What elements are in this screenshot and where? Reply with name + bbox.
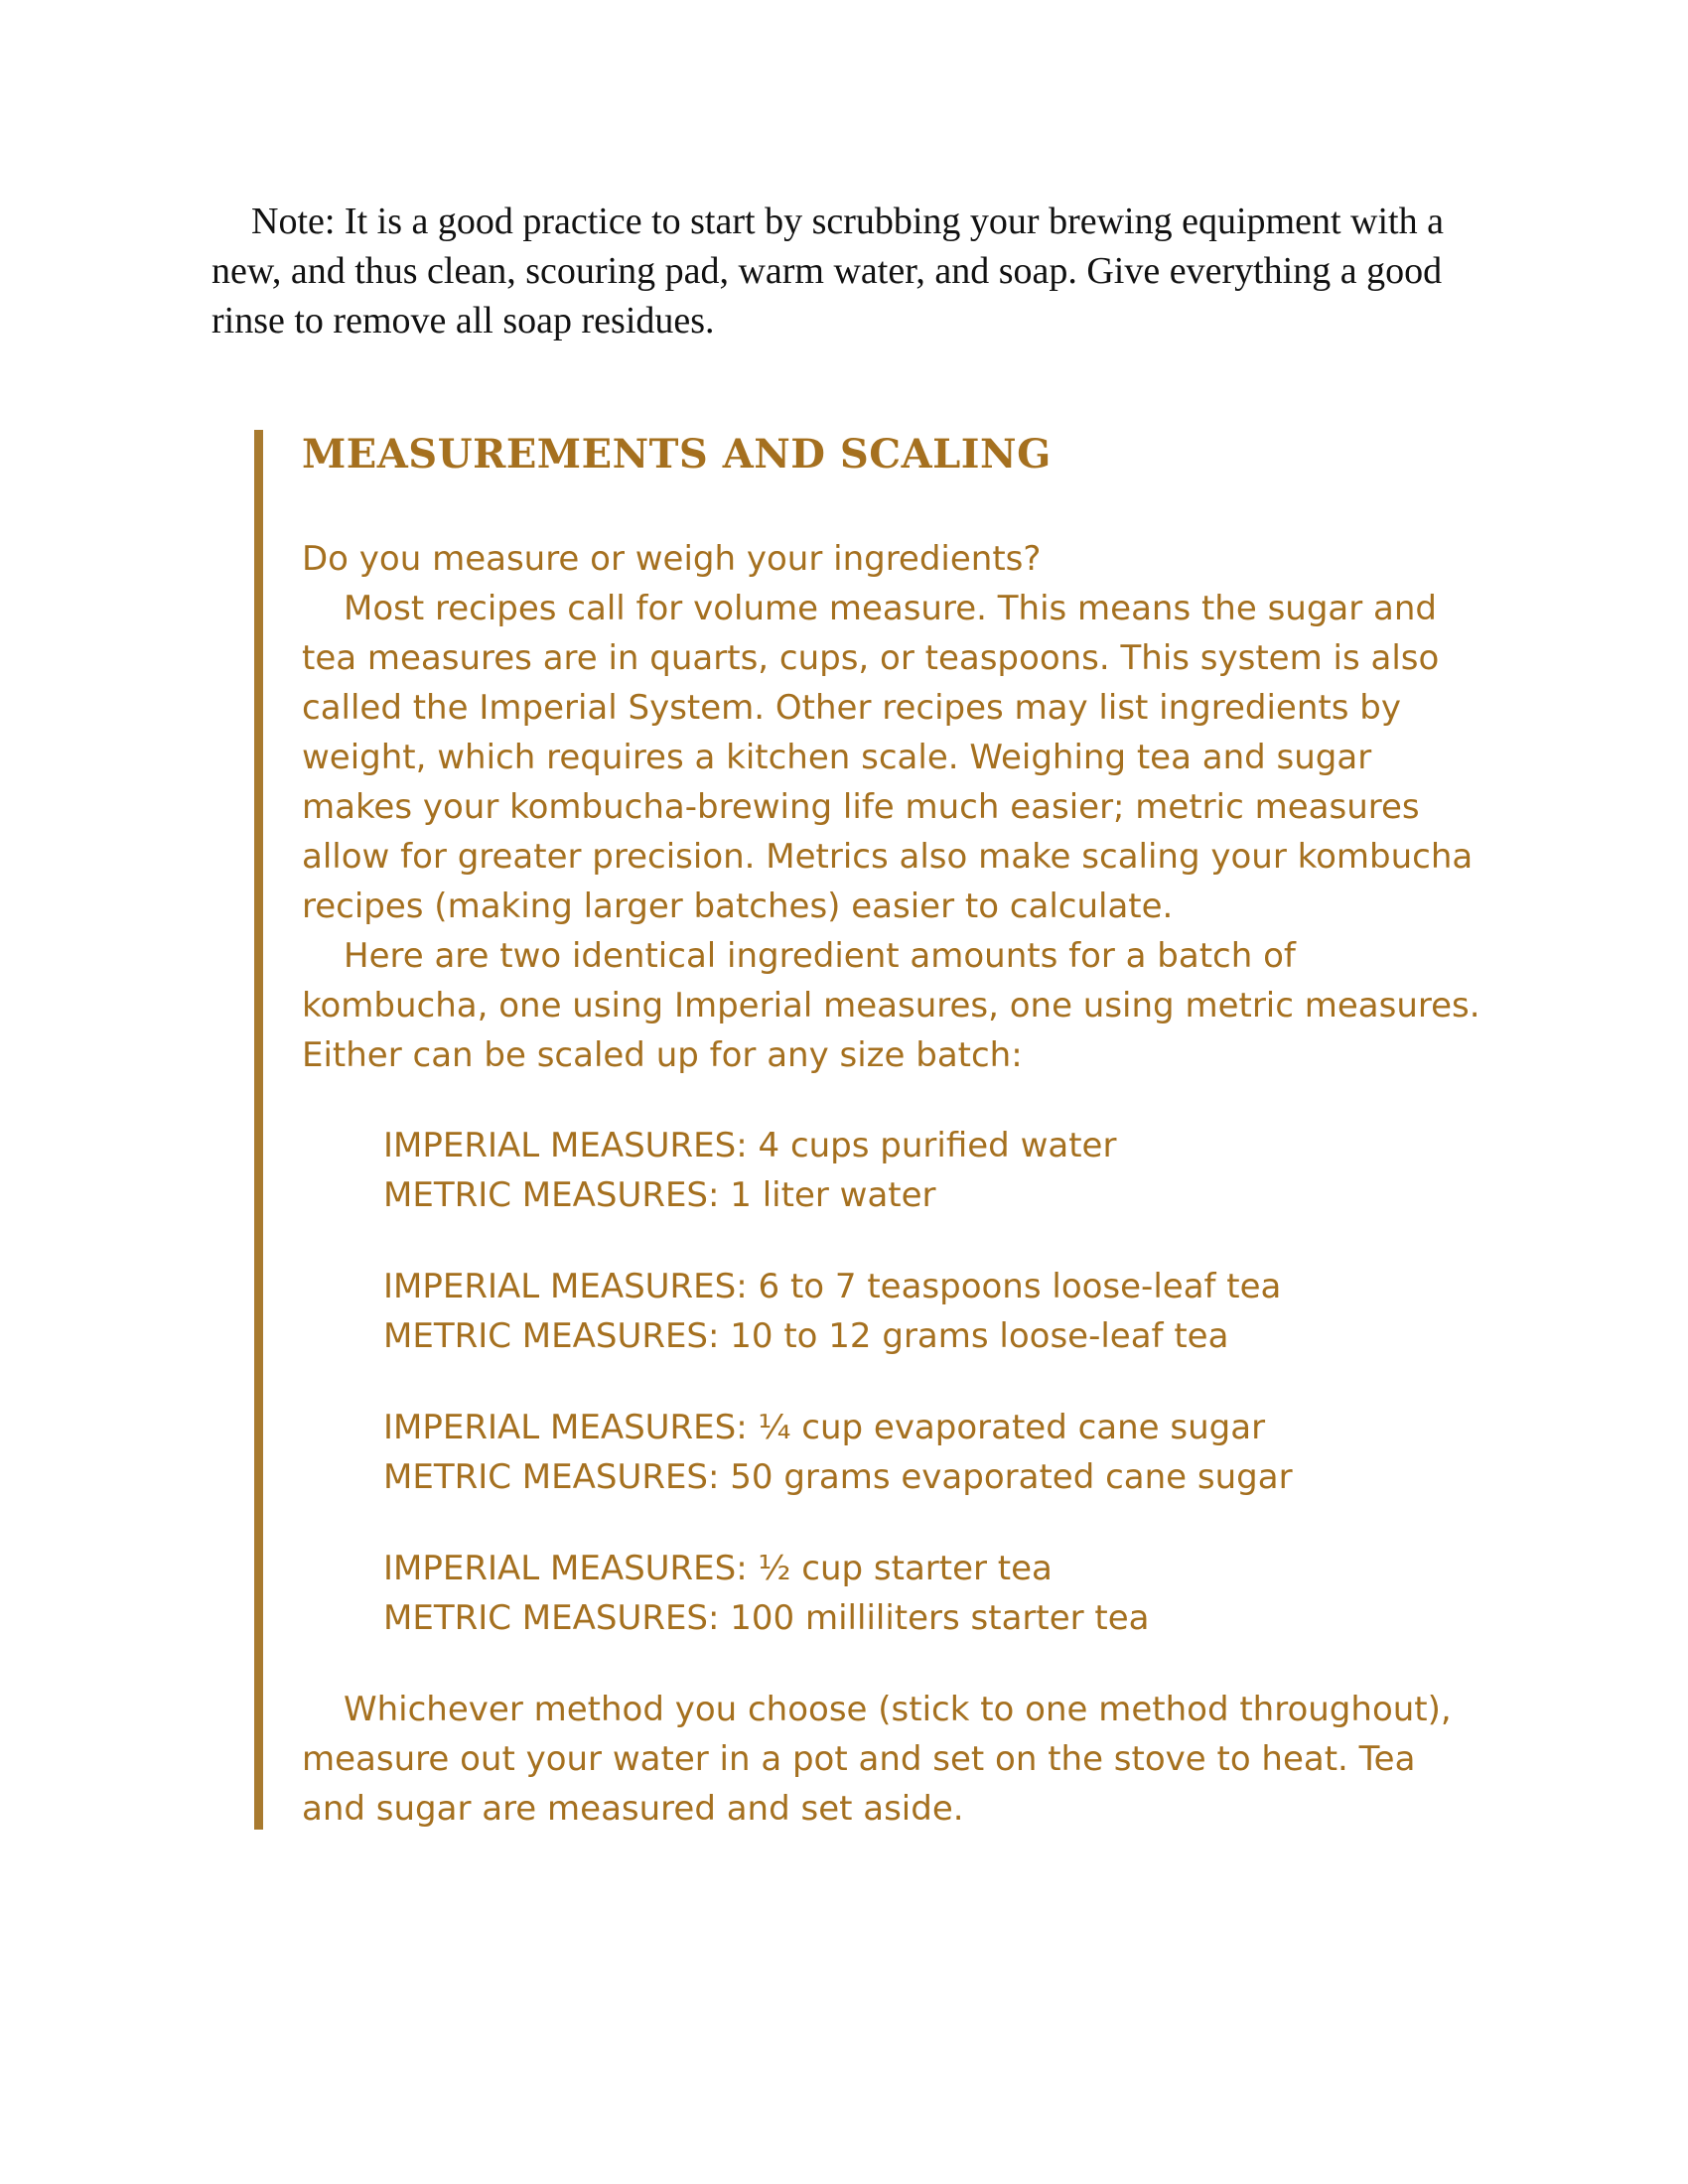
- sidebar-content: [302, 430, 1485, 1834]
- measure-pair-water: [383, 1121, 1485, 1220]
- sidebar-heading: MEASUREMENTS AND SCALING: [302, 431, 1052, 478]
- metric-measure: METRIC MEASURES: 10 to 12 grams loose-leaf tea: [383, 1316, 1229, 1356]
- measures-list: [302, 1121, 1485, 1643]
- imperial-measure: IMPERIAL MEASURES: ¼ cup evaporated cane sugar: [383, 1408, 1266, 1447]
- sidebar-question: Do you measure or weigh your ingredients?: [302, 539, 1042, 579]
- metric-measure: METRIC MEASURES: 1 liter water: [383, 1175, 936, 1215]
- imperial-measure: IMPERIAL MEASURES: 6 to 7 teaspoons loose-leaf tea: [383, 1267, 1282, 1306]
- sidebar-closing-paragraph: Whichever method you choose (stick to one method throughout), measure out your water in a pot and set on the stove to heat. Tea and sugar are measured and set aside.: [302, 1690, 1452, 1829]
- sidebar-paragraph-volume: Most recipes call for volume measure. This means the sugar and tea measures are in quarts, cups, or teaspoons. This system is also called the Imperial System. Other recipes may list ingredients by weight, which requires a kitchen scale. Weighing tea and sugar makes your kombucha-brewing life much easier; metric measures allow for greater precision. Metrics also make scaling your kombucha recipes (making larger batches) easier to calculate.: [302, 589, 1474, 926]
- metric-measure: METRIC MEASURES: 50 grams evaporated cane sugar: [383, 1457, 1293, 1497]
- imperial-measure: IMPERIAL MEASURES: ½ cup starter tea: [383, 1549, 1053, 1588]
- note-paragraph: Note: It is a good practice to start by scrubbing your brewing equipment with a new, and thus clean, scouring pad, warm water, and soap. Give everything a good rinse to remove all soap residues.: [211, 201, 1444, 341]
- sidebar-paragraph-two-amounts: Here are two identical ingredient amounts for a batch of kombucha, one using Imperial measures, one using metric measures. Either can be scaled up for any size batch:: [302, 936, 1480, 1075]
- measure-pair-tea: [383, 1262, 1485, 1361]
- imperial-measure: IMPERIAL MEASURES: 4 cups purified water: [383, 1126, 1117, 1165]
- measure-pair-starter-tea: [383, 1544, 1485, 1643]
- measure-pair-sugar: [383, 1403, 1485, 1502]
- measurements-sidebar: [254, 430, 1485, 1830]
- metric-measure: METRIC MEASURES: 100 milliliters starter tea: [383, 1598, 1150, 1638]
- sidebar-rule: [254, 430, 263, 1830]
